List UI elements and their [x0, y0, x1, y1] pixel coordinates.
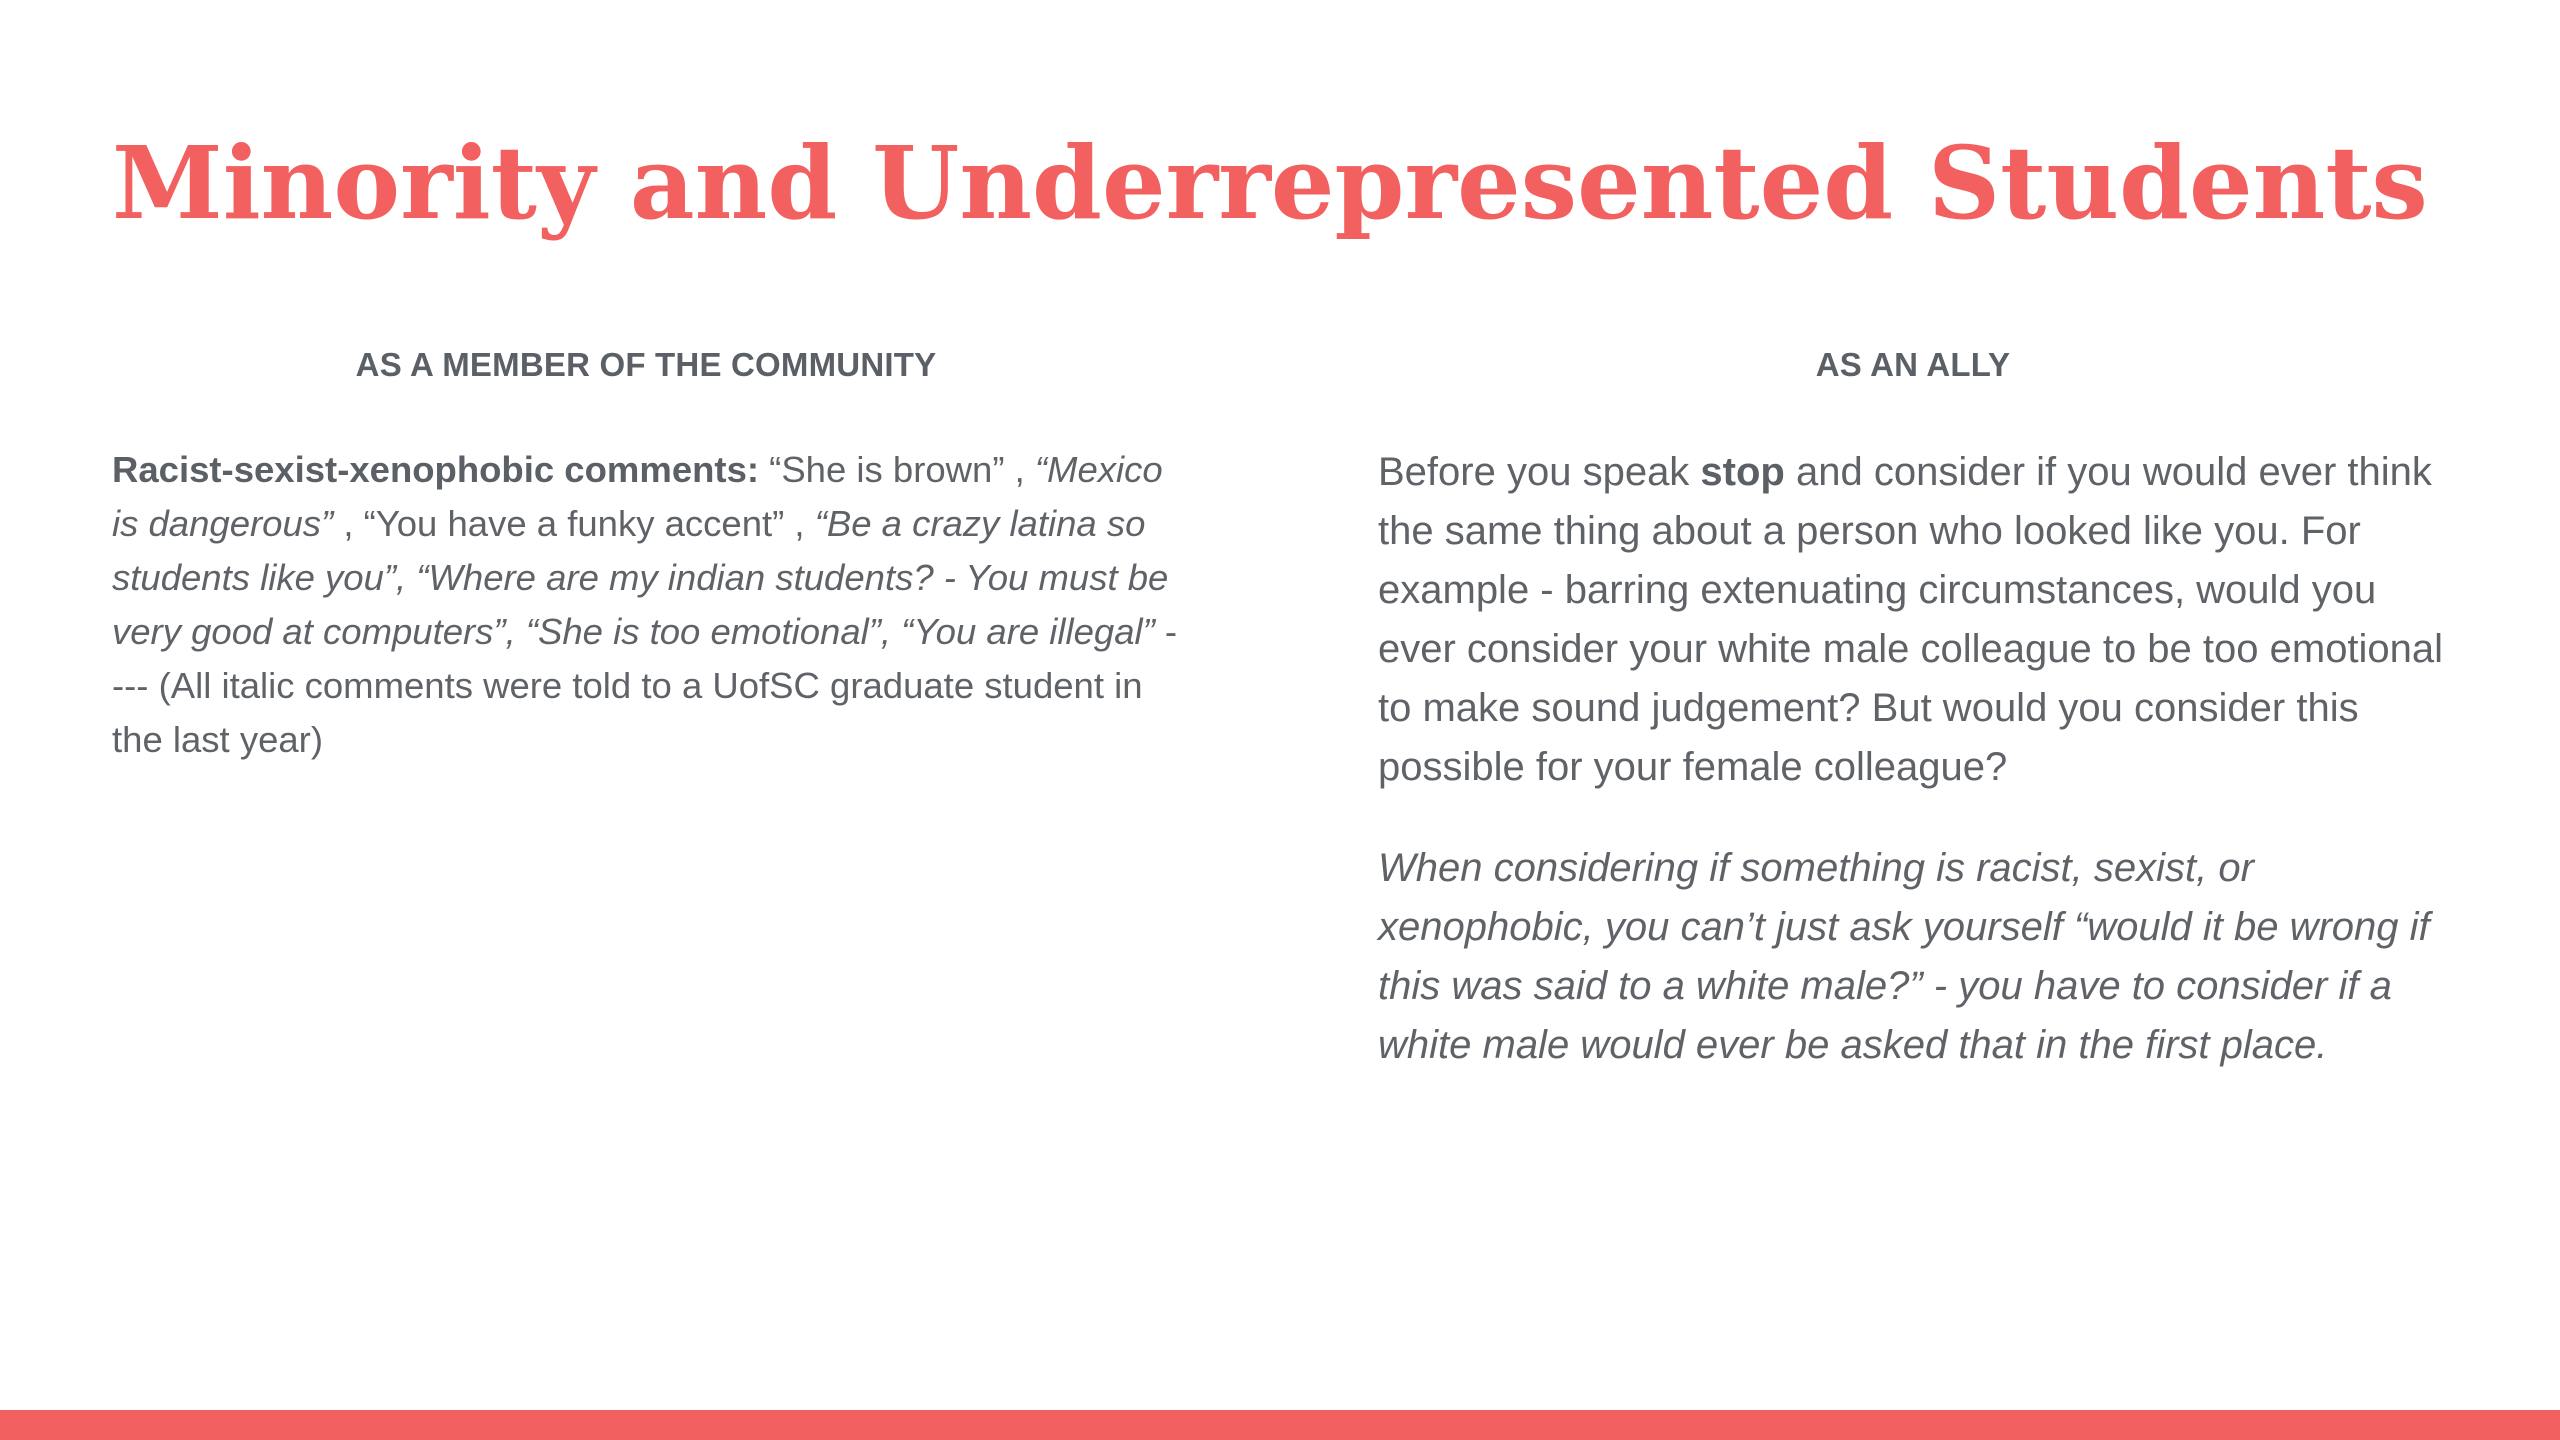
ally-heading: AS AN ALLY — [1815, 346, 2011, 383]
slide-title: Minority and Underrepresented Students — [112, 124, 2428, 242]
comments-label: Racist-sexist-xenophobic comments: — [112, 448, 760, 490]
community-member-column — [112, 344, 1180, 767]
comment-segment: , “You have a funky accent” , — [333, 502, 815, 544]
comment-segment: ---- (All italic comments were told to a UofSC graduate student in the last year) — [112, 610, 1178, 760]
community-member-heading: AS A MEMBER OF THE COMMUNITY — [355, 346, 937, 383]
ally-paragraph-1-rest: and consider if you would ever think the same thing about a person who looked like you. For example - barring extenuating circumstances, would you ever consider your white male colleague to be too emotional to make sound judgement? But would you consider this possible for your female colleague? — [1378, 449, 2444, 789]
comment-segment-italic: “Mexico is dangerous” — [112, 448, 1163, 544]
ally-paragraph-1 — [1378, 443, 2448, 797]
ally-paragraph-1-start: Before you speak — [1378, 449, 1701, 494]
bottom-accent-bar — [0, 1410, 2560, 1440]
ally-column — [1378, 344, 2448, 1075]
stop-emphasis: stop — [1700, 449, 1785, 494]
comment-segment: “She is brown” , — [759, 448, 1035, 490]
comments-paragraph — [112, 443, 1180, 767]
ally-paragraph-2: When considering if something is racist, sexist, or xenophobic, you can’t just ask yourself “would it be wrong if this was said to a white male?” - you have to consider if a white male would ever be asked that in the first place. — [1378, 845, 2430, 1067]
comment-segment-italic: “Be a crazy latina so students like you”, “Where are my indian students? - You must be very good at computers”, “She is too emotional”, “You are illegal” — [112, 502, 1169, 652]
